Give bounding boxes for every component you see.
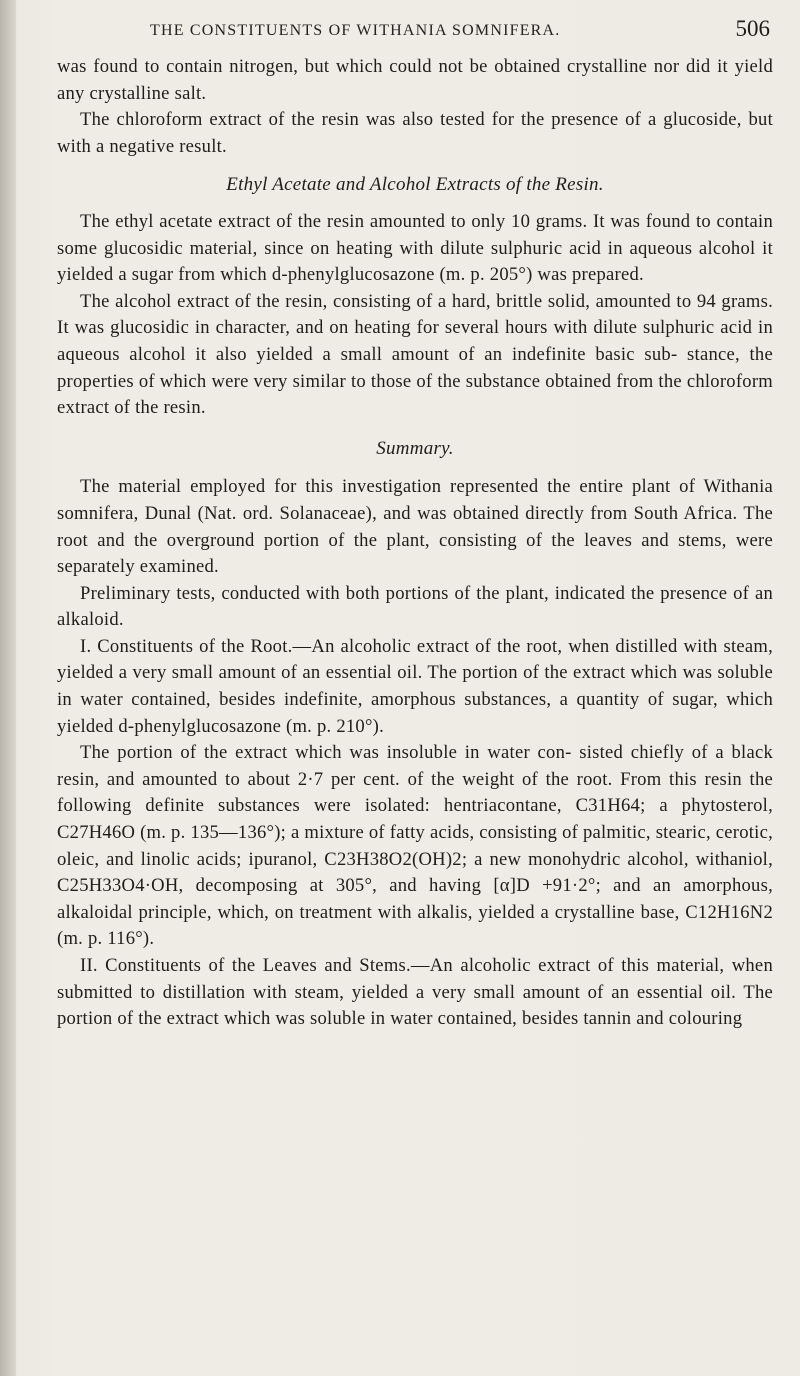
body-text: [57, 54, 773, 1033]
paragraph: I. Constituents of the Root.—An alcoholic extract of the root, when distilled with steam, yielded a very small amount of an essential oil. The portion of the extract which was soluble in water contained, besides indefinite, amorphous substances, a quantity of sugar, which yielded d-phenylglucosazone (m. p. 210°).: [57, 635, 773, 737]
paragraph: The portion of the extract which was insoluble in water con- sisted chiefly of a black resin, and amounted to about 2·7 per cent. of the weight of the root. From this resin the following definite substances were isolated: hentriacontane, C31H64; a phytosterol, C27H46O (m. p. 135—136°); a mixture of fatty acids, consisting of palmitic, stearic, cerotic, oleic, and linolic acids; ipuranol, C23H38O2(OH)2; a new monohydric alcohol, withaniol, C25H33O4·OH, decomposing at 305°, and having [α]D +91·2°; and an amorphous, alkaloidal principle, which, on treatment with alkalis, yielded a crystalline base, C12H16N2 (m. p. 116°).: [57, 742, 773, 950]
page-header: [60, 12, 770, 48]
paragraph: Preliminary tests, conducted with both portions of the plant, indicated the presence of an alkaloid.: [57, 582, 773, 631]
section-heading: Ethyl Acetate and Alcohol Extracts of the Resin.: [226, 174, 604, 196]
paragraph: The alcohol extract of the resin, consisting of a hard, brittle solid, amounted to 94 grams. It was glucosidic in character, and on heating for several hours with dilute sulphuric acid in aqueous alcohol it also yielded a small amount of an indefinite basic sub- stance, the properties of which were very similar to those of the substance obtained from the chloroform extract of the resin.: [57, 290, 773, 419]
paragraph: The ethyl acetate extract of the resin amounted to only 10 grams. It was found to contain some glucosidic material, since on heating with dilute sulphuric acid in aqueous alcohol it yielded a sugar from which d-phenylglucosazone (m. p. 205°) was prepared.: [57, 210, 773, 286]
paragraph: was found to contain nitrogen, but which could not be obtained crystalline nor did it yield any crystalline salt.: [57, 56, 773, 104]
section-heading: Summary.: [376, 437, 454, 459]
book-gutter: [0, 0, 16, 1376]
paragraph: II. Constituents of the Leaves and Stems.—An alcoholic extract of this material, when submitted to distillation with steam, yielded a very small amount of an essential oil. The portion of the extract which was soluble in water contained, besides tannin and colouring: [57, 955, 773, 1030]
paragraph: The chloroform extract of the resin was also tested for the presence of a glucoside, but with a negative result.: [57, 109, 773, 157]
paragraph: The material employed for this investigation represented the entire plant of Withania somnifera, Dunal (Nat. ord. Solanaceae), and was obtained directly from South Africa. The root and the overground portion of the plant, consisting of the leaves and stems, were separately examined.: [57, 476, 773, 578]
page-number: 506: [735, 16, 770, 41]
running-head: THE CONSTITUENTS OF WITHANIA SOMNIFERA.: [150, 22, 561, 39]
